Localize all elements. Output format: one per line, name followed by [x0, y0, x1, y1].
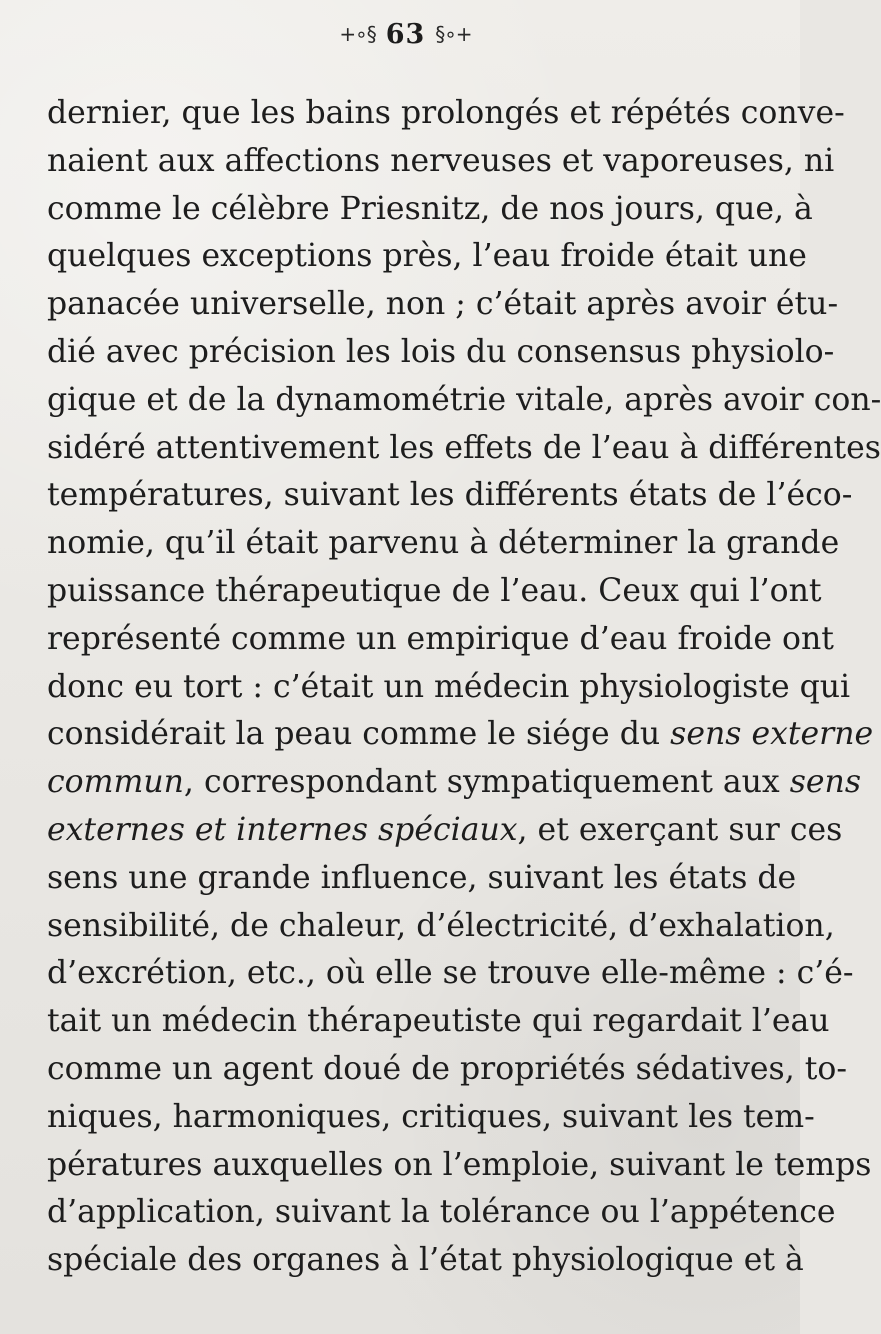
text-line: panacée universelle, non ; c’était après avoir étu-: [47, 286, 839, 323]
text-line: pératures auxquelles on l’emploie, suivant le temps: [47, 1146, 872, 1183]
text-line: sidéré attentivement les effets de l’eau à différentes: [47, 429, 881, 466]
italic-term: sens: [789, 764, 861, 801]
body-text: [47, 90, 881, 1285]
text-line: gique et de la dynamométrie vitale, après avoir con-: [47, 381, 881, 418]
italic-term: commun: [47, 764, 184, 801]
text-line: comme un agent doué de propriétés sédatives, to-: [47, 1050, 848, 1087]
text-line: sensibilité, de chaleur, d’électricité, d’exhalation,: [47, 907, 835, 944]
text-line: donc eu tort : c’était un médecin physiologiste qui: [47, 668, 851, 705]
text-line: [47, 807, 843, 855]
text-line: représenté comme un empirique d’eau froide ont: [47, 620, 834, 657]
left-ornament-icon: +∘§: [339, 22, 376, 46]
text-line: températures, suivant les différents états de l’éco-: [47, 477, 853, 514]
page-number-group: [339, 19, 471, 50]
page-number: 63: [385, 18, 426, 50]
right-ornament-icon: §∘+: [435, 22, 472, 46]
text-line: comme le célèbre Priesnitz, de nos jours, que, à: [47, 190, 813, 227]
text-line: d’excrétion, etc., où elle se trouve elle-même : c’é-: [47, 955, 854, 992]
text-line: niques, harmoniques, critiques, suivant les tem-: [47, 1098, 815, 1135]
text-line: quelques exceptions près, l’eau froide était une: [47, 238, 807, 275]
text-line: spéciale des organes à l’état physiologique et à: [47, 1242, 804, 1279]
text-line: nomie, qu’il était parvenu à déterminer la grande: [47, 525, 840, 562]
italic-term: sens externe: [670, 716, 874, 753]
text-span: , et exerçant sur ces: [517, 811, 843, 848]
text-line: puissance thérapeutique de l’eau. Ceux qui l’ont: [47, 572, 822, 609]
text-line: naient aux affections nerveuses et vaporeuses, ni: [47, 142, 835, 179]
text-line: dernier, que les bains prolongés et répétés conve-: [47, 95, 845, 131]
text-line: tait un médecin thérapeutiste qui regardait l’eau: [47, 1003, 830, 1040]
text-span: considérait la peau comme le siége du: [47, 716, 671, 753]
text-line: d’application, suivant la tolérance ou l’appétence: [47, 1194, 836, 1231]
italic-term: externes et internes spéciaux: [47, 811, 518, 848]
text-line: sens une grande influence, suivant les états de: [47, 859, 797, 896]
page-header: [47, 0, 764, 90]
text-line: dié avec précision les lois du consensus physiolo-: [47, 333, 835, 370]
text-span: , correspondant sympatiquement aux: [183, 764, 790, 801]
text-line: [47, 711, 874, 759]
text-line: [47, 759, 861, 807]
